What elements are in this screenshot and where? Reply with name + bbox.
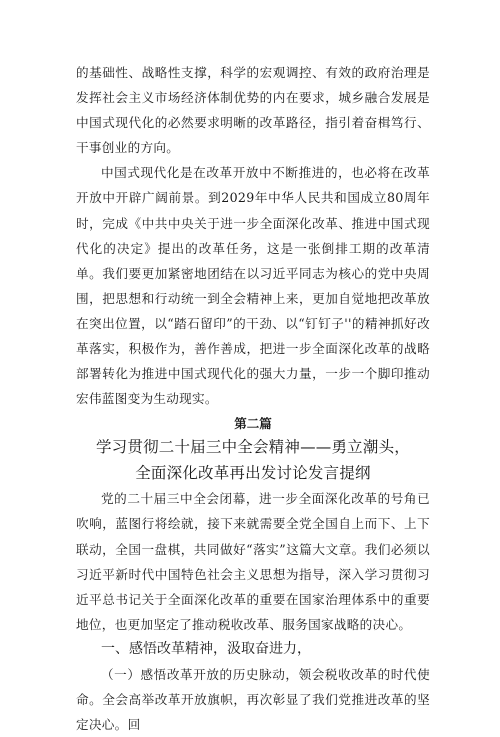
article-title-line-1: 学习贯彻二十届三中全会精神——勇立潮头， bbox=[95, 438, 410, 457]
body-paragraph: 中国式现代化是在改革开放中不断推进的，也必将在改革开放中开辟广阔前景。到2029年中华人民共和国成立80周年时，完成《中共中央关于进一步全面深化改革、推进中国式现代化的决定》提出的改革任务，这是一张倒排工期的改革清单。我们要更加紧密地团结在以习近平同志为核心的党中央周围，把思想和行动统一到全会精神上来，更加自觉地把改革放在突出位置，以“踏石留印”的干劲、以“钉钉子''的精神抓好改革落实，积极作为，善作善成，把进一步全面深化改革的战略部署转化为推进中国式现代化的强大力量，一步一个脚印推动宏伟蓝图变为生动现实。 bbox=[76, 165, 430, 407]
article-title-line-2: 全面深化改革再出发讨论发言提纲 bbox=[135, 463, 371, 482]
document-page bbox=[76, 60, 430, 737]
section-heading: 一、感悟改革精神，汲取奋进力， bbox=[101, 640, 311, 657]
body-paragraph: （一）感悟改革开放的历史脉动，领会税收改革的时代使命。全会高举改革开放旗帜，再次彰显了我们党推进改革的坚定决心。回 bbox=[76, 666, 430, 733]
section-label: 第二篇 bbox=[234, 416, 272, 432]
body-paragraph-continued: 的基础性、战略性支撑，科学的宏观调控、有效的政府治理是发挥社会主义市场经济体制优势的内在要求，城乡融合发展是中国式现代化的必然要求明晰的改革路径，指引着奋楫笃行、干事创业的方向。 bbox=[76, 65, 430, 156]
body-paragraph: 党的二十届三中全会闭幕，进一步全面深化改革的号角已吹响，蓝图行将绘就，接下来就需要全党全国自上而下、上下联动，全国一盘棋，共同做好“落实”这篇大文章。我们必须以习近平新时代中国特色社会主义思想为指导，深入学习贯彻习近平总书记关于全面深化改革的重要在国家治理体系中的重要地位，也更加坚定了推动税收改革、服务国家战略的决心。 bbox=[76, 491, 430, 632]
